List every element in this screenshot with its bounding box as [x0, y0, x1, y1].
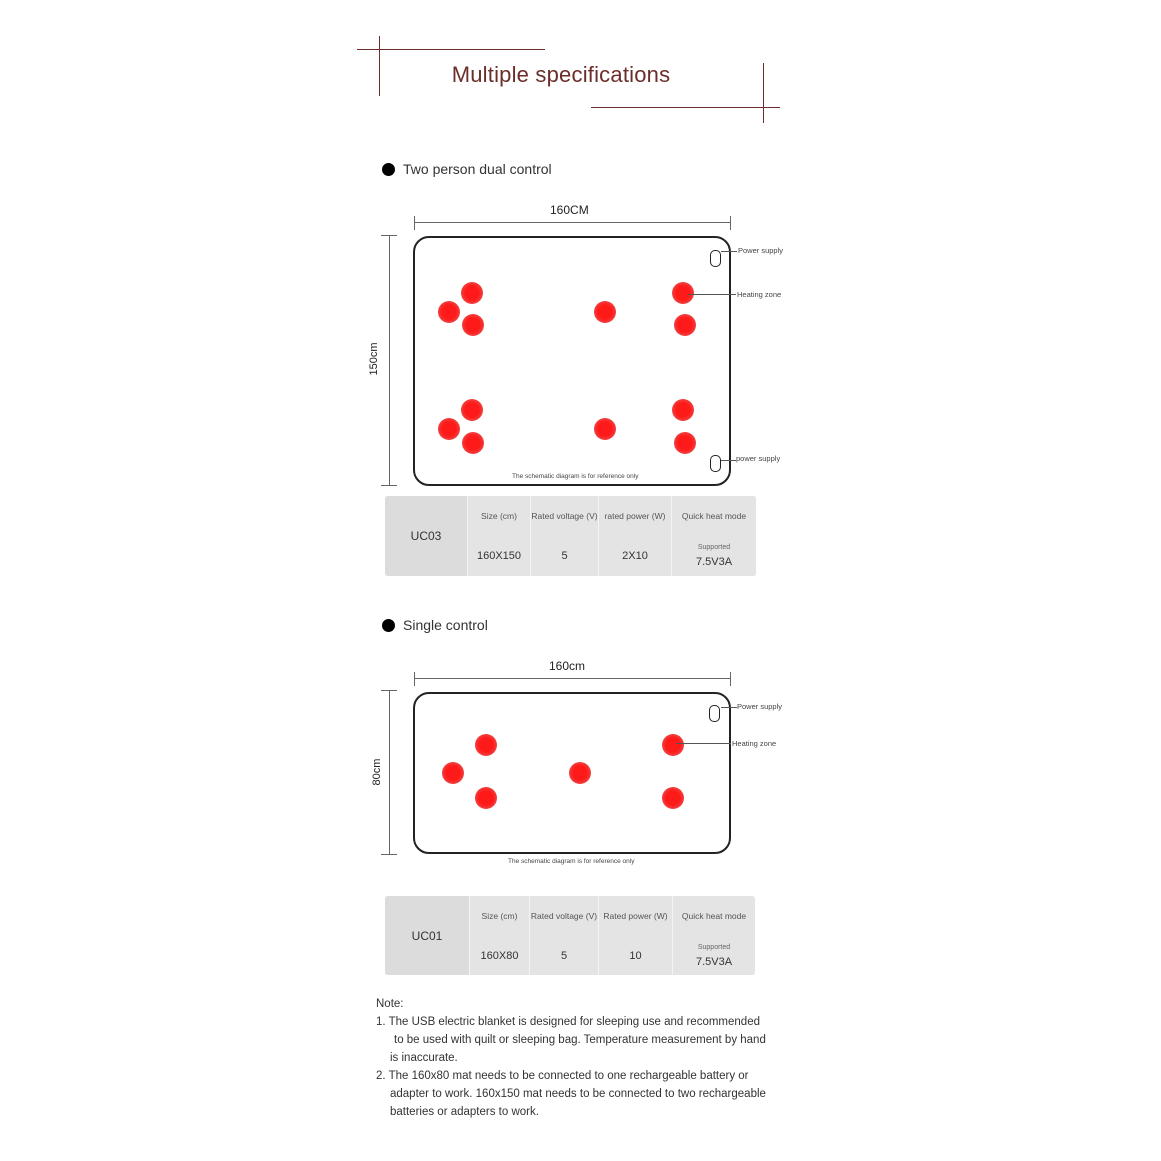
width-dimension-tick-left [414, 216, 415, 230]
width-dimension-tick-right [730, 672, 731, 686]
width-dimension-tick-left [414, 672, 415, 686]
height-dimension-tick-top [381, 690, 397, 691]
spec-col-voltage [530, 496, 598, 576]
callout-leader [688, 294, 736, 295]
callout-power-supply-top: Power supply [738, 246, 784, 255]
spec-header: Size (cm) [481, 511, 517, 521]
bullet-dot [382, 163, 395, 176]
spec-value: 10 [629, 949, 642, 962]
spec-header: Rated voltage (V) [530, 911, 598, 921]
heating-zone-dot [594, 301, 616, 323]
mat-single-control [413, 692, 731, 854]
section-heading-dual-text: Two person dual control [403, 161, 552, 177]
spec-col-power [598, 896, 672, 975]
section-heading-single [382, 617, 488, 633]
title-decoration-top-line [357, 49, 545, 50]
notes-block [376, 995, 796, 1121]
heating-zone-dot [672, 282, 694, 304]
callout-power-supply: Power supply [737, 702, 783, 711]
callout-heating-zone: Heating zone [732, 739, 777, 748]
model-name: UC01 [385, 896, 469, 975]
callout-heating-zone: Heating zone [737, 290, 782, 299]
note-1-line-1: 1. The USB electric blanket is designed for sleeping use and recommended [376, 1016, 760, 1028]
width-dimension-line [414, 678, 730, 679]
heating-zone-dot [672, 399, 694, 421]
spec-table-uc03 [385, 496, 756, 576]
spec-header: Rated voltage (V) [531, 511, 598, 521]
heating-zone-dot [462, 314, 484, 336]
heating-zone-dot [475, 734, 497, 756]
heating-zone-dot [438, 418, 460, 440]
spec-col-size [467, 496, 530, 576]
width-dimension-label: 160cm [549, 659, 586, 673]
callout-leader [721, 460, 736, 461]
height-dimension-tick-bottom [381, 485, 397, 486]
heating-zone-dot [674, 314, 696, 336]
section-heading-single-text: Single control [403, 617, 488, 633]
schematic-disclaimer: The schematic diagram is for reference only [508, 858, 635, 865]
model-name: UC03 [385, 496, 467, 576]
spec-value: 160X80 [480, 949, 519, 962]
callout-leader [721, 251, 737, 252]
height-dimension-tick-bottom [381, 854, 397, 855]
title-decoration-bottom-line [591, 107, 780, 108]
heating-zone-dot [438, 301, 460, 323]
heating-zone-dot [461, 282, 483, 304]
spec-supported: Supported [697, 544, 731, 551]
spec-value-cell [696, 536, 732, 576]
height-dimension-line [389, 235, 390, 485]
spec-col-quick-heat [671, 496, 756, 576]
height-dimension-tick-top [381, 235, 397, 236]
bullet-dot [382, 619, 395, 632]
heating-zone-dot [662, 734, 684, 756]
heating-zone-dot [662, 787, 684, 809]
height-dimension-label: 150cm [368, 342, 380, 376]
heating-zone-dot [442, 762, 464, 784]
height-dimension-label: 80cm [371, 758, 383, 786]
spec-header: Rated power (W) [603, 911, 668, 921]
spec-header: Size (cm) [481, 911, 518, 921]
spec-value: 2X10 [622, 550, 648, 562]
heating-zone-dot [674, 432, 696, 454]
page-title: Multiple specifications [451, 62, 671, 87]
height-dimension-line [389, 690, 390, 854]
spec-value-cell [696, 936, 732, 975]
spec-value: 7.5V3A [695, 556, 733, 568]
heating-zone-dot [461, 399, 483, 421]
width-dimension-label: 160CM [550, 203, 589, 217]
spec-col-quick-heat [672, 896, 755, 975]
spec-value: 160X150 [476, 550, 522, 562]
note-1-line-3: is inaccurate. [390, 1052, 458, 1064]
callout-leader [676, 743, 731, 744]
spec-supported: Supported [697, 943, 731, 951]
section-heading-dual [382, 161, 552, 177]
width-dimension-line [414, 222, 730, 223]
power-supply-port [709, 705, 720, 722]
note-1-line-2: to be used with quilt or sleeping bag. Temperature measurement by hand [394, 1034, 766, 1046]
heating-zone-dot [569, 762, 591, 784]
note-2-line-1: 2. The 160x80 mat needs to be connected to one rechargeable battery or [376, 1070, 749, 1082]
spec-col-power [598, 496, 671, 576]
spec-table-uc01 [385, 896, 755, 975]
spec-col-voltage [529, 896, 598, 975]
spec-header: Quick heat mode [681, 511, 747, 521]
callout-leader [721, 707, 737, 708]
power-supply-port-top [710, 250, 721, 267]
title-decoration-right-vertical [763, 63, 764, 123]
width-dimension-tick-right [730, 216, 731, 230]
spec-header: Quick heat mode [681, 911, 747, 921]
callout-power-supply-bottom: power supply [736, 454, 781, 463]
notes-heading: Note: [376, 998, 404, 1010]
mat-dual-control [413, 236, 731, 486]
heating-zone-dot [462, 432, 484, 454]
spec-value: 5 [561, 550, 568, 562]
power-supply-port-bottom [710, 455, 721, 472]
note-2-line-3: batteries or adapters to work. [390, 1106, 539, 1118]
spec-col-size [469, 896, 529, 975]
spec-header: rated power (W) [604, 511, 666, 521]
schematic-disclaimer: The schematic diagram is for reference only [512, 473, 639, 480]
heating-zone-dot [594, 418, 616, 440]
spec-value: 7.5V3A [695, 955, 733, 968]
note-2-line-2: adapter to work. 160x150 mat needs to be connected to two rechargeable [390, 1088, 766, 1100]
heating-zone-dot [475, 787, 497, 809]
spec-value: 5 [560, 949, 568, 962]
